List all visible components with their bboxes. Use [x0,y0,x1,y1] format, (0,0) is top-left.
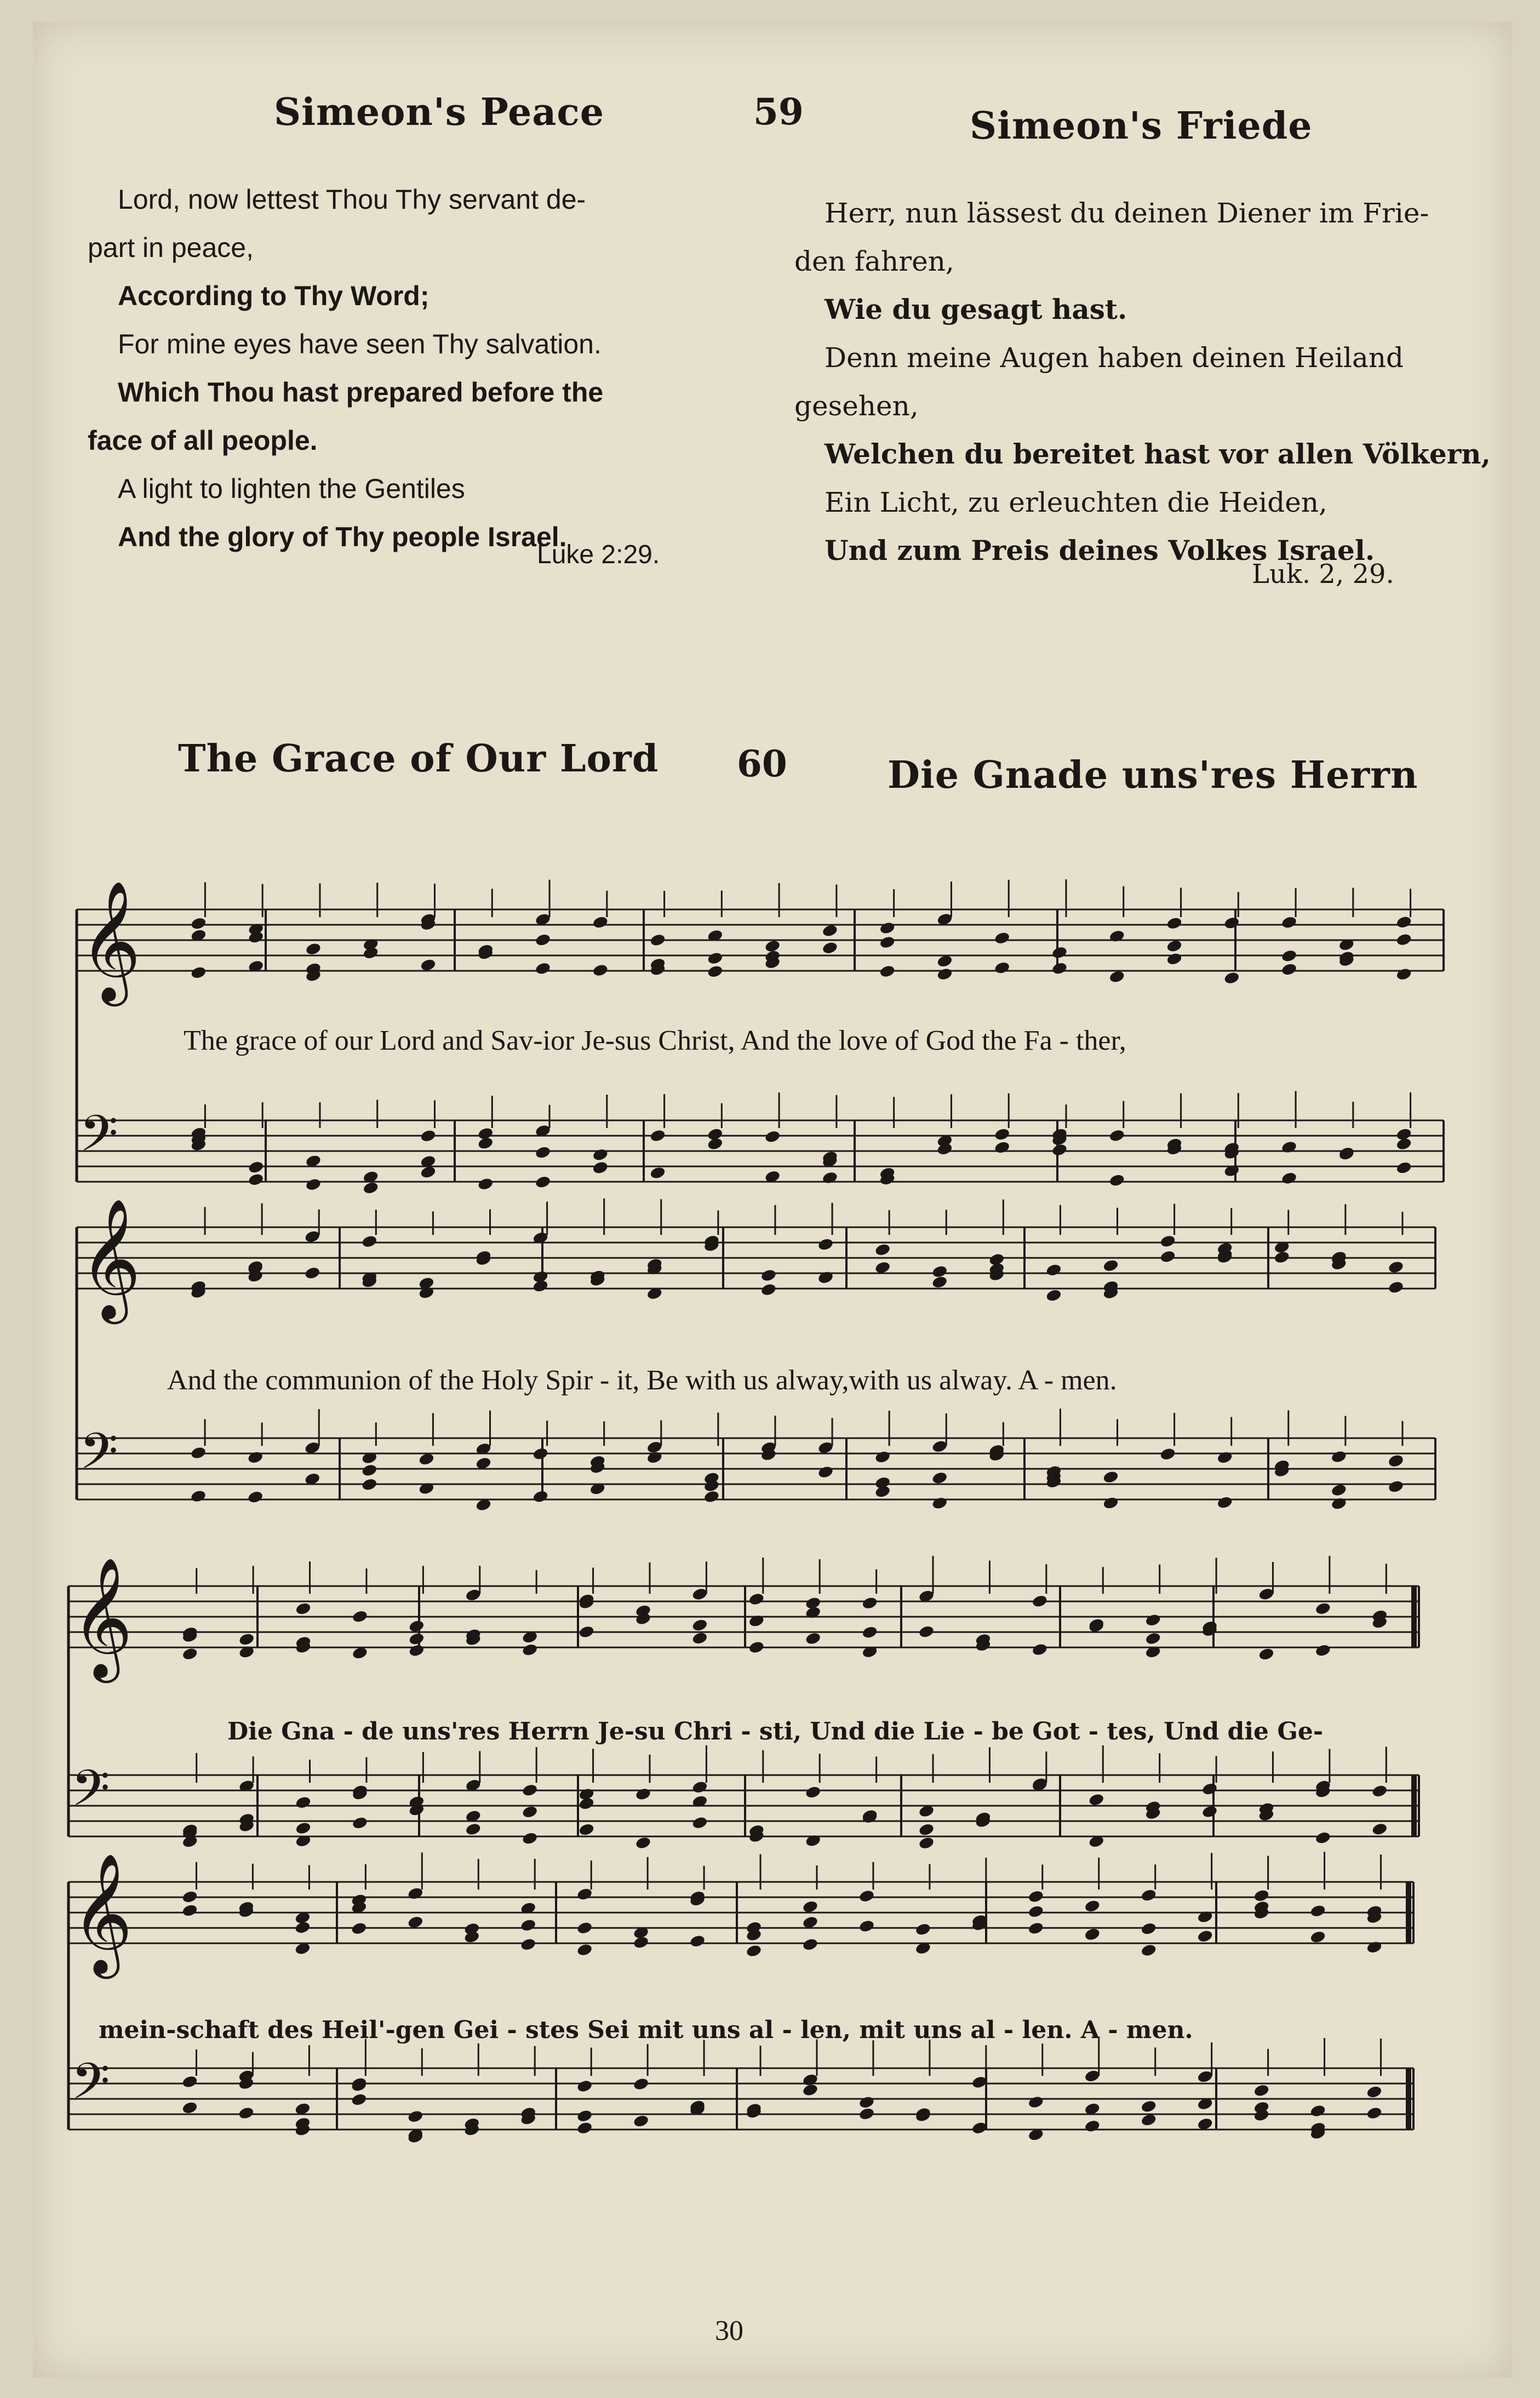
system1-bass-note [362,1181,379,1195]
hymn60-title-german: Die Gnade uns'res Herrn [888,753,1418,797]
system2-bass-note [931,1471,948,1485]
system4-bass-note [1366,2085,1383,2099]
system2-bass-clef: 𝄢 [79,1422,118,1492]
system3-bass-note [1088,1793,1105,1807]
system4-treble-note [1084,1927,1101,1941]
system3-bass-note [635,1836,652,1850]
system2-treble-note [931,1275,948,1289]
system4-bass-note [1084,2119,1101,2133]
system1-treble-note [1395,932,1412,947]
system1-bass-clef: 𝄢 [79,1104,118,1175]
system3-bass-note [1315,1831,1332,1845]
system4-bass-note [1140,2099,1157,2114]
german-verse-line: Denn meine Augen haben deinen Heiland [825,342,1404,374]
system1-treble-note [420,958,437,972]
system2-bass-note [1331,1483,1348,1497]
system4-treble-note [858,1889,875,1903]
system2-bass-note [1102,1496,1119,1510]
system4-bass-note [181,2075,198,2089]
system3-treble-note [748,1614,765,1628]
german-verse-line: gesehen, [794,390,919,422]
system1-treble-note [1166,952,1183,966]
system3-bass-note [1201,1782,1218,1796]
system3-bass-note [352,1816,369,1830]
system3-bass-note [805,1785,822,1799]
system2-bass-note [1216,1496,1233,1510]
system4-treble-note [1196,1929,1213,1943]
system3-bass-note [918,1836,935,1850]
system4-treble-note [633,1935,650,1949]
system3-treble-note [1032,1642,1049,1657]
system4-treble-note [576,1943,593,1957]
system1-treble-clef: 𝄞 [79,880,141,1001]
system2-bass-note [1388,1453,1405,1468]
system4-bass-note [407,2109,424,2124]
system2-treble-clef: 𝄞 [79,1198,141,1319]
system2-treble-note [760,1268,777,1283]
hymn60-number: 60 [737,742,787,785]
system3-bass-clef: 𝄢 [71,1759,110,1829]
system4-treble-note [915,1922,932,1937]
system3-bass-note [522,1832,539,1846]
system1-bass-note [1281,1140,1298,1154]
system2-bass-note [247,1450,264,1464]
system4-treble-note [802,1899,819,1914]
system1-bass-note [1338,1147,1355,1161]
system2-treble-note [1159,1234,1176,1249]
system4-bass-note [1366,2106,1383,2120]
system2-treble-note [1045,1263,1062,1277]
english-verse-line: A light to lighten the Gentiles [118,473,465,504]
system1-treble-note [707,951,724,965]
german-verse-line: Ein Licht, zu erleuchten die Heiden, [825,487,1327,518]
system2-treble-note [1388,1280,1405,1295]
system1-treble-note [879,921,896,935]
system3-bass-note [691,1816,708,1830]
system2-treble-note [418,1286,435,1300]
system4-bass-note [181,2101,198,2115]
system3-treble-note [1315,1644,1332,1658]
system4-treble-note [689,1934,706,1948]
system3-bass-note [1371,1822,1388,1836]
system3-treble-note [408,1619,425,1633]
system1-bass-note [994,1141,1011,1155]
system4-bass-note [1309,2104,1326,2118]
system1-bass-note [764,1130,781,1144]
system4-bass-note [576,2109,593,2123]
system1-treble-note [936,967,953,981]
system2-treble-note [931,1264,948,1279]
system3-treble-note [522,1642,539,1657]
system1-bass-note [420,1129,437,1143]
system1-bass-note [248,1160,265,1175]
final-barline [1411,1775,1417,1836]
system3-bass-note [465,1822,482,1836]
system2-bass-note [1216,1450,1233,1464]
system4-bass-note [1028,2095,1045,2109]
system4-treble-note [1309,1930,1326,1944]
system4-bass-note [633,2114,650,2128]
system1-treble-note [1281,915,1298,930]
system2-bass-note [874,1476,891,1490]
system1-treble-note [1166,916,1183,930]
system2-bass-note [703,1490,720,1504]
system3-treble-note [918,1624,935,1639]
system2-treble-note [1159,1250,1176,1264]
system1-bass-note [248,1172,265,1187]
system4-treble-note [858,1919,875,1933]
system3-treble-note [1258,1647,1275,1661]
system4-bass-note [351,2092,368,2107]
system2-treble-note [1102,1258,1119,1273]
system1-bass-note [822,1171,839,1185]
system2-treble-note [874,1243,891,1257]
system3-bass-note [295,1795,312,1810]
system1-treble-note [1223,971,1240,985]
german-verse-line: Welchen du bereitet hast vor allen Völkern, [825,438,1491,470]
system1-bass-note [477,1177,494,1191]
system2-treble-note [532,1279,549,1294]
system1-treble-note [1281,962,1298,976]
system1-bass-note [592,1148,609,1162]
system1-treble-note [190,965,207,980]
hymn59-english-reference: Luke 2:29. [537,540,660,569]
hymn59-title-english: Simeon's Peace [274,90,605,134]
system4-treble-note [1028,1921,1045,1936]
system1-bass-note [1281,1171,1298,1186]
system1-bass-note [535,1175,552,1189]
system1-treble-note [1395,915,1412,929]
system4-treble-note [520,1918,537,1932]
system4-treble-note [1028,1890,1045,1904]
system3-lyrics: Die Gna - de uns'res Herrn Je-su Chri - sti, Und die Lie - be Got - tes, Und die Ge- [227,1718,1324,1745]
system2-bass-note [190,1446,207,1460]
final-barline [1406,1882,1411,1943]
english-verse-line: According to Thy Word; [118,281,430,311]
system4-treble-note [802,1937,819,1951]
system2-treble-note [304,1266,321,1280]
system2-treble-note [817,1237,834,1251]
system3-bass-note [918,1823,935,1837]
system2-bass-note [532,1447,549,1461]
english-verse-line: Lord, now lettest Thou Thy servant de- [118,184,586,215]
system3-treble-note [1315,1601,1332,1616]
system3-treble-note [1144,1613,1161,1627]
system3-bass-note [1201,1805,1218,1819]
system4-treble-note [746,1944,763,1958]
german-verse-line: Und zum Preis deines Volkes Israel. [825,534,1375,566]
system3-bass-note [1371,1784,1388,1798]
system1-bass-note [649,1129,666,1143]
system1-bass-note [649,1166,666,1180]
system4-treble-note [1140,1888,1157,1903]
english-verse-line: And the glory of Thy people Israel. [118,522,567,552]
system2-treble-note [361,1234,378,1249]
system4-bass-note [1253,2084,1270,2098]
system4-bass-note [802,2083,819,2097]
system3-treble-note [295,1601,312,1616]
system1-treble-note [1108,970,1125,984]
german-verse-line: Herr, nun lässest du deinen Diener im Frie- [825,197,1429,229]
system4-treble-note [576,1921,593,1935]
system4-bass-note [576,2079,593,2093]
system1-treble-note [1051,946,1068,960]
system3-treble-note [181,1647,198,1661]
system3-treble-note [805,1632,822,1646]
system4-treble-note [1140,1943,1157,1958]
system1-treble-note [994,961,1011,975]
system1-lyrics: The grace of our Lord and Sav-ior Je-sus Christ, And the love of God the Fa - ther, [184,1025,1126,1056]
system1-bass-note [707,1128,724,1142]
system4-bass-note [576,2121,593,2135]
system1-bass-note [535,1146,552,1160]
system4-treble-note [181,1903,198,1918]
system4-bass-note [858,2095,875,2109]
system1-treble-note [592,963,609,977]
system1-treble-note [994,931,1011,945]
system3-treble-note [408,1644,425,1658]
system4-bass-note [238,2106,255,2120]
system4-bass-note [858,2107,875,2121]
system2-bass-note [1331,1497,1348,1511]
system1-treble-note [1166,939,1183,953]
system2-treble-note [760,1283,777,1297]
system1-treble-note [190,917,207,931]
english-verse-line: part in peace, [88,232,254,263]
system4-bass-clef: 𝄢 [71,2052,110,2122]
system3-treble-note [238,1632,255,1646]
system2-bass-note [817,1465,834,1479]
system2-bass-note [361,1463,378,1478]
system4-bass-note [633,2077,650,2091]
system2-lyrics: And the communion of the Holy Spir - it, Be with us alway,with us alway. A - men. [167,1365,1117,1396]
system3-bass-note [295,1821,312,1835]
system4-treble-note [1309,1904,1326,1918]
system1-treble-note [1051,962,1068,976]
system1-treble-note [822,941,839,955]
system1-treble-note [649,933,666,947]
system1-bass-note [477,1126,494,1141]
system2-bass-note [190,1489,207,1503]
system4-treble-note [181,1890,198,1904]
system4-treble-note [1253,1888,1270,1903]
hymn60-title-english: The Grace of Our Lord [178,737,659,781]
system1-treble-note [879,964,896,978]
system3-treble-note [352,1610,369,1624]
system3-bass-note [522,1783,539,1798]
system2-bass-note [874,1450,891,1464]
system2-bass-note [1331,1450,1348,1464]
system1-bass-note [305,1177,322,1192]
system3-bass-note [522,1805,539,1819]
system1-treble-note [1223,916,1240,930]
system3-treble-note [691,1618,708,1633]
system1-treble-note [879,935,896,949]
system1-treble-note [822,924,839,938]
final-barline [1411,1586,1417,1647]
system3-bass-note [578,1823,595,1837]
system1-bass-note [1051,1143,1068,1157]
system2-bass-note [1159,1447,1176,1461]
system1-treble-note [535,933,552,947]
system2-bass-note [247,1490,264,1504]
system1-bass-note [1395,1137,1412,1151]
system3-bass-note [578,1796,595,1811]
system4-treble-note [1366,1940,1383,1954]
english-verse-line: For mine eyes have seen Thy salvation. [118,329,602,359]
system1-bass-note [1395,1161,1412,1175]
system4-treble-note [351,1921,368,1936]
system2-bass-note [361,1478,378,1492]
system1-treble-note [707,964,724,978]
system3-treble-note [1032,1594,1049,1609]
system2-treble-note [1388,1260,1405,1274]
system3-bass-note [635,1787,652,1801]
system1-bass-note [1108,1173,1125,1187]
system4-lyrics: mein-schaft des Heil'-gen Gei - stes Sei mit uns al - len, mit uns al - len. A - men. [99,2016,1193,2044]
page-number: 30 [715,2315,743,2347]
system3-treble-note [748,1640,765,1655]
system1-treble-note [1395,967,1412,981]
system1-treble-note [764,939,781,953]
system3-treble-note [861,1625,878,1639]
system3-treble-note [1144,1632,1161,1646]
system1-treble-note [535,962,552,976]
system3-treble-note [861,1596,878,1610]
system2-bass-note [1388,1479,1405,1493]
system1-bass-note [994,1128,1011,1142]
system3-treble-clef: 𝄞 [71,1556,133,1678]
hymn59-german-reference: Luk. 2, 29. [1252,559,1394,590]
system4-treble-clef: 𝄞 [71,1852,133,1973]
final-barline [1406,2068,1411,2130]
system2-treble-note [1045,1289,1062,1303]
system4-treble-note [1140,1922,1157,1936]
system4-treble-note [1028,1904,1045,1919]
system1-bass-note [1108,1129,1125,1143]
system3-treble-note [748,1592,765,1606]
system2-bass-note [931,1496,948,1510]
hymn59-number: 59 [753,90,804,133]
system3-treble-note [691,1631,708,1645]
english-verse-line: Which Thou hast prepared before the [118,377,604,408]
system3-treble-note [578,1625,595,1639]
system1-treble-note [592,915,609,930]
system1-treble-note [1108,929,1125,943]
german-verse-line: den fahren, [794,245,954,277]
system4-treble-note [520,1937,537,1951]
system1-treble-note [305,942,322,956]
system2-bass-note [1102,1470,1119,1484]
system2-bass-note [532,1490,549,1504]
system1-treble-note [1281,949,1298,963]
german-verse-line: Wie du gesagt hast. [825,293,1127,325]
system1-bass-note [592,1161,609,1175]
system4-treble-note [1084,1899,1101,1913]
system3-treble-note [408,1632,425,1646]
hymn59-title-german: Simeon's Friede [970,104,1313,148]
system2-bass-note [646,1450,663,1464]
english-verse-line: face of all people. [88,425,318,456]
system2-treble-note [1273,1250,1290,1264]
